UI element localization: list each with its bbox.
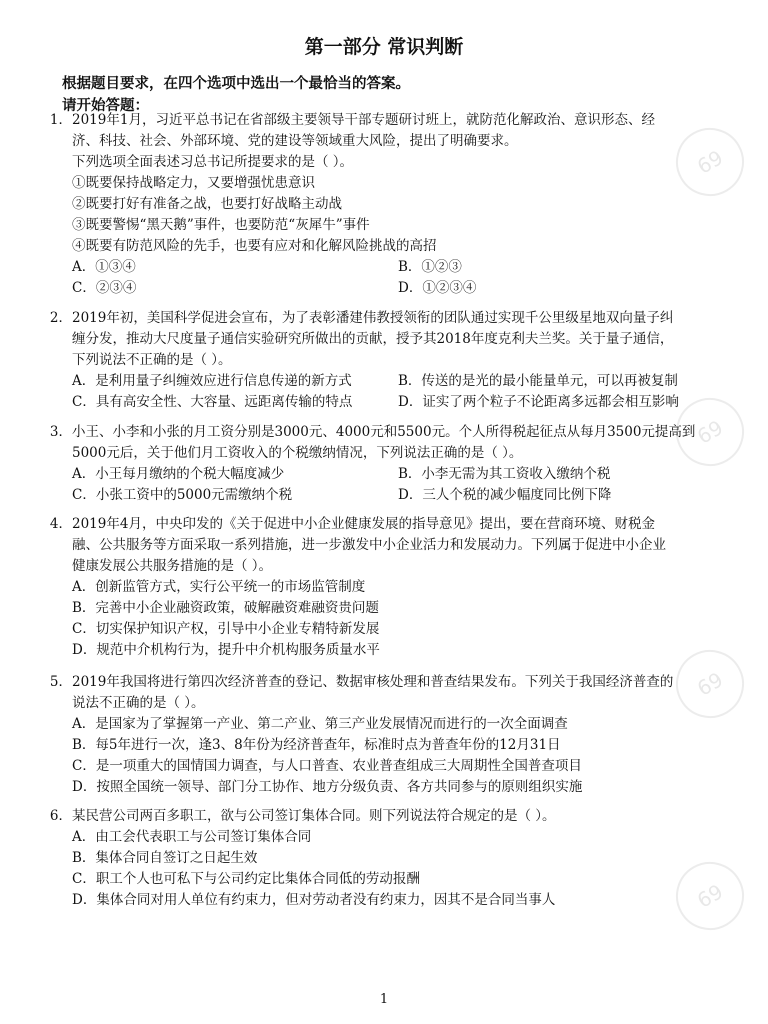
question-number: 4． <box>49 516 72 532</box>
question-number: 2． <box>49 310 72 326</box>
option-d[interactable]: D．三人个税的减少幅度同比例下降 <box>398 487 612 503</box>
option-b[interactable]: B．①②③ <box>398 259 462 275</box>
watermark-logo: 69 <box>664 638 757 731</box>
question-stem-line: ③既要警惕“黑天鹅”事件，也要防范“灰犀牛”事件 <box>72 217 370 233</box>
question-stem-line: 2019年我国将进行第四次经济普查的登记、数据审核处理和普查结果发布。下列关于我国经济普查的 <box>72 674 674 690</box>
question-stem-line: 2019年初，美国科学促进会宣布，为了表彰潘建伟教授领衔的团队通过实现千公里级星地双向量子纠 <box>72 310 674 326</box>
option-a[interactable]: A．创新监管方式，实行公平统一的市场监管制度 <box>72 579 366 595</box>
watermark-logo: 69 <box>664 850 757 943</box>
question-stem-line: 5000元后，关于他们月工资收入的个税缴纳情况，下列说法正确的是（ ）。 <box>72 445 523 461</box>
question-stem-line: 下列说法不正确的是（ ）。 <box>72 352 232 368</box>
question-4 <box>24 514 744 661</box>
option-d[interactable]: D．①②③④ <box>398 280 477 296</box>
question-stem-line: 济、科技、社会、外部环境、党的建设等领域重大风险，提出了明确要求。 <box>72 133 518 149</box>
question-1 <box>24 110 744 299</box>
option-c[interactable]: C．是一项重大的国情国力调查，与人口普查、农业普查组成三大周期性全国普查项目 <box>72 758 582 774</box>
question-number: 3． <box>49 424 72 440</box>
page-number: 1 <box>379 992 389 1007</box>
option-b[interactable]: B．完善中小企业融资政策，破解融资难融资贵问题 <box>72 600 379 616</box>
instruction-start: 请开始答题： <box>62 98 149 114</box>
option-a[interactable]: A．是利用量子纠缠效应进行信息传递的新方式 <box>72 373 352 389</box>
option-d[interactable]: D．集体合同对用人单位有约束力，但对劳动者没有约束力，因其不是合同当事人 <box>72 892 556 908</box>
option-b[interactable]: B．小李无需为其工资收入缴纳个税 <box>398 466 611 482</box>
question-stem-line: 2019年1月，习近平总书记在省部级主要领导干部专题研讨班上，就防范化解政治、意识形态、经 <box>72 112 655 128</box>
option-a[interactable]: A．由工会代表职工与公司签订集体合同 <box>72 829 312 845</box>
question-number: 6． <box>49 808 72 824</box>
option-c[interactable]: C．小张工资中的5000元需缴纳个税 <box>72 487 293 503</box>
option-d[interactable]: D．规范中介机构行为，提升中介机构服务质量水平 <box>72 642 380 658</box>
question-stem-line: 下列选项全面表述习总书记所提要求的是（ ）。 <box>72 154 354 170</box>
option-a[interactable]: A．①③④ <box>72 259 136 275</box>
instruction-line: 根据题目要求，在四个选项中选出一个最恰当的答案。 <box>62 76 410 92</box>
question-number: 5． <box>49 674 72 690</box>
question-6 <box>24 806 744 911</box>
question-2 <box>24 308 744 413</box>
option-c[interactable]: C．具有高安全性、大容量、远距离传输的特点 <box>72 394 353 410</box>
watermark-logo: 69 <box>664 116 757 209</box>
option-c[interactable]: C．切实保护知识产权，引导中小企业专精特新发展 <box>72 621 380 637</box>
question-stem-line: 缠分发，推动大尺度量子通信实验研究所做出的贡献，授予其2018年度克利夫兰奖。关于量子通信， <box>72 331 674 347</box>
option-b[interactable]: B．传送的是光的最小能量单元，可以再被复制 <box>398 373 678 389</box>
question-stem-line: 某民营公司两百多职工，欲与公司签订集体合同。则下列说法符合规定的是（ ）。 <box>72 808 556 824</box>
question-number: 1． <box>49 112 72 128</box>
option-d[interactable]: D．按照全国统一领导、部门分工协作、地方分级负责、各方共同参与的原则组织实施 <box>72 779 583 795</box>
option-c[interactable]: C．职工个人也可私下与公司约定比集体合同低的劳动报酬 <box>72 871 420 887</box>
question-stem-line: ①既要保持战略定力，又要增强忧患意识 <box>72 175 315 191</box>
question-stem-line: ④既要有防范风险的先手，也要有应对和化解风险挑战的高招 <box>72 238 437 254</box>
question-stem-line: 融、公共服务等方面采取一系列措施，进一步激发中小企业活力和发展动力。下列属于促进中小企业 <box>72 537 666 553</box>
question-5 <box>24 672 744 798</box>
option-c[interactable]: C．②③④ <box>72 280 137 296</box>
watermark-logo: 69 <box>664 386 757 479</box>
question-stem-line: 小王、小李和小张的月工资分别是3000元、4000元和5500元。个人所得税起征点从每月3500元提高到 <box>72 424 696 440</box>
question-stem-line: 说法不正确的是（ ）。 <box>72 695 205 711</box>
option-a[interactable]: A．小王每月缴纳的个税大幅度减少 <box>72 466 285 482</box>
question-stem-line: 2019年4月，中央印发的《关于促进中小企业健康发展的指导意见》提出，要在营商环境、财税金 <box>72 516 655 532</box>
page-title: 第一部分 常识判断 <box>304 36 464 58</box>
option-d[interactable]: D．证实了两个粒子不论距离多远都会相互影响 <box>398 394 679 410</box>
option-b[interactable]: B．集体合同自签订之日起生效 <box>72 850 258 866</box>
question-stem-line: 健康发展公共服务措施的是（ ）。 <box>72 558 273 574</box>
option-a[interactable]: A．是国家为了掌握第一产业、第二产业、第三产业发展情况而进行的一次全面调查 <box>72 716 568 732</box>
question-3 <box>24 422 744 506</box>
question-stem-line: ②既要打好有准备之战，也要打好战略主动战 <box>72 196 342 212</box>
option-b[interactable]: B．每5年进行一次，逢3、8年份为经济普查年，标准时点为普查年份的12月31日 <box>72 737 561 753</box>
